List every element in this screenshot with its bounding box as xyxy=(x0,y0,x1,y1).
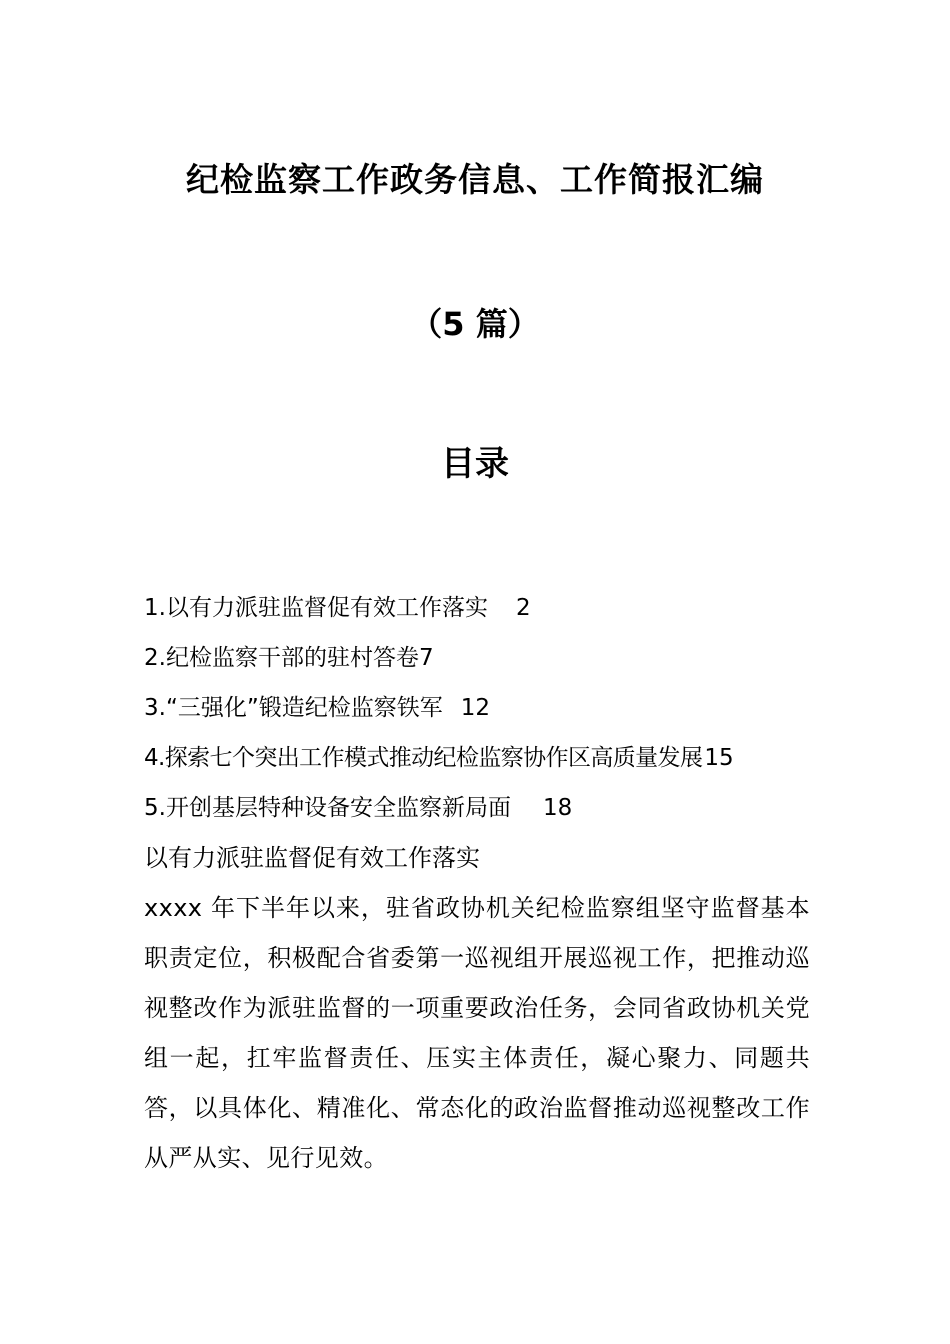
document-title: 纪检监察工作政务信息、工作简报汇编 xyxy=(186,160,764,199)
toc-item-label: 4.探索七个突出工作模式推动纪检监察协作区高质量发展 xyxy=(144,745,703,771)
document-content xyxy=(144,583,810,1183)
toc-item-page-number: 15 xyxy=(704,745,734,771)
body-paragraph: xxxx 年下半年以来，驻省政协机关纪检监察组坚守监督基本职责定位，积极配合省委第一巡视组开展巡视工作，把推动巡视整改作为派驻监督的一项重要政治任务，会同省政协机关党组一起，扛牢监督责任、压实主体责任，凝心聚力、同题共答，以具体化、精准化、常态化的政治监督推动巡视整改工作从严从实、见行见效。 xyxy=(144,894,810,1172)
toc-item-page-number: 18 xyxy=(542,795,573,821)
table-of-contents xyxy=(144,583,810,833)
toc-item-page-number: 7 xyxy=(418,645,434,671)
toc-item[interactable] xyxy=(144,583,810,633)
document-subtitle: （5 篇） xyxy=(410,305,540,343)
toc-item-label: 5.开创基层特种设备安全监察新局面 xyxy=(144,795,511,821)
toc-item[interactable] xyxy=(144,683,810,733)
section-heading: 以有力派驻监督促有效工作落实 xyxy=(144,844,480,872)
toc-item[interactable] xyxy=(144,633,810,683)
toc-item-label: 2.纪检监察干部的驻村答卷 xyxy=(144,645,419,671)
toc-heading: 目录 xyxy=(441,444,509,484)
toc-item-page-number: 2 xyxy=(515,595,531,621)
toc-item-label: 1.以有力派驻监督促有效工作落实 xyxy=(144,595,488,621)
toc-item-label: 3.“三强化”锻造纪检监察铁军 xyxy=(144,695,443,721)
toc-item[interactable] xyxy=(144,783,810,833)
toc-item[interactable] xyxy=(144,733,810,783)
toc-item-page-number: 12 xyxy=(460,695,491,721)
